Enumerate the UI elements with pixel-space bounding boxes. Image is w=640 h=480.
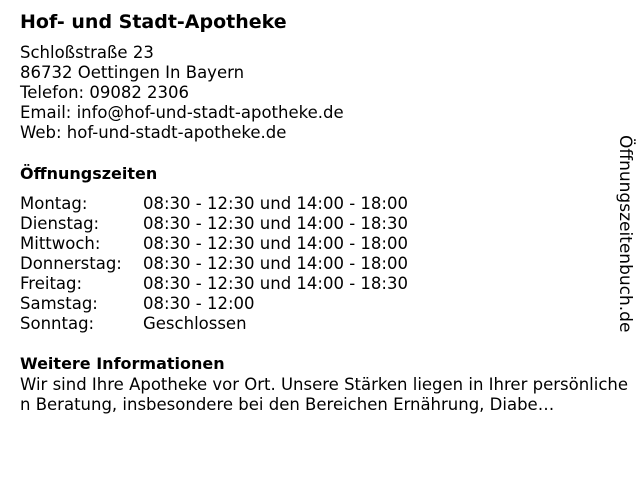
hours-row-friday <box>20 274 408 294</box>
hours-row-monday <box>20 194 408 214</box>
website-address: Web: hof-und-stadt-apotheke.de <box>20 123 287 142</box>
day-label: Dienstag: <box>20 214 100 233</box>
day-label: Samstag: <box>20 294 98 313</box>
pharmacy-name: Hof- und Stadt-Apotheke <box>20 11 287 33</box>
day-label: Donnerstag: <box>20 254 122 273</box>
day-hours: 08:30 - 12:30 und 14:00 - 18:00 <box>143 234 408 253</box>
day-label: Freitag: <box>20 274 83 293</box>
more-info-text: Wir sind Ihre Apotheke vor Ort. Unsere Stärken liegen in Ihrer persönlichen Beratung, insbesondere bei den Bereichen Ernährung, Diabe… <box>20 375 629 414</box>
opening-hours-table <box>20 194 408 334</box>
opening-hours-heading: Öffnungszeiten <box>20 164 158 183</box>
phone-number: Telefon: 09082 2306 <box>20 83 190 102</box>
day-hours: 08:30 - 12:00 <box>143 294 255 313</box>
day-label: Mittwoch: <box>20 234 101 253</box>
day-hours: 08:30 - 12:30 und 14:00 - 18:30 <box>143 274 408 293</box>
day-hours: 08:30 - 12:30 und 14:00 - 18:00 <box>143 254 408 273</box>
day-hours: 08:30 - 12:30 und 14:00 - 18:30 <box>143 214 408 233</box>
hours-row-wednesday <box>20 234 408 254</box>
day-hours: Geschlossen <box>143 314 247 333</box>
day-label: Sonntag: <box>20 314 95 333</box>
day-hours: 08:30 - 12:30 und 14:00 - 18:00 <box>143 194 408 213</box>
hours-row-saturday <box>20 294 408 314</box>
street-address: Schloßstraße 23 <box>20 43 154 62</box>
hours-row-thursday <box>20 254 408 274</box>
city-address: 86732 Oettingen In Bayern <box>20 63 245 82</box>
email-address: Email: info@hof-und-stadt-apotheke.de <box>20 103 344 122</box>
hours-row-sunday <box>20 314 408 334</box>
address-block <box>20 43 344 143</box>
brand-text: Öffnungszeitenbuch.de <box>615 135 635 333</box>
more-info-heading: Weitere Informationen <box>20 354 225 373</box>
hours-row-tuesday <box>20 214 408 234</box>
day-label: Montag: <box>20 194 88 213</box>
brand-watermark <box>614 135 636 365</box>
